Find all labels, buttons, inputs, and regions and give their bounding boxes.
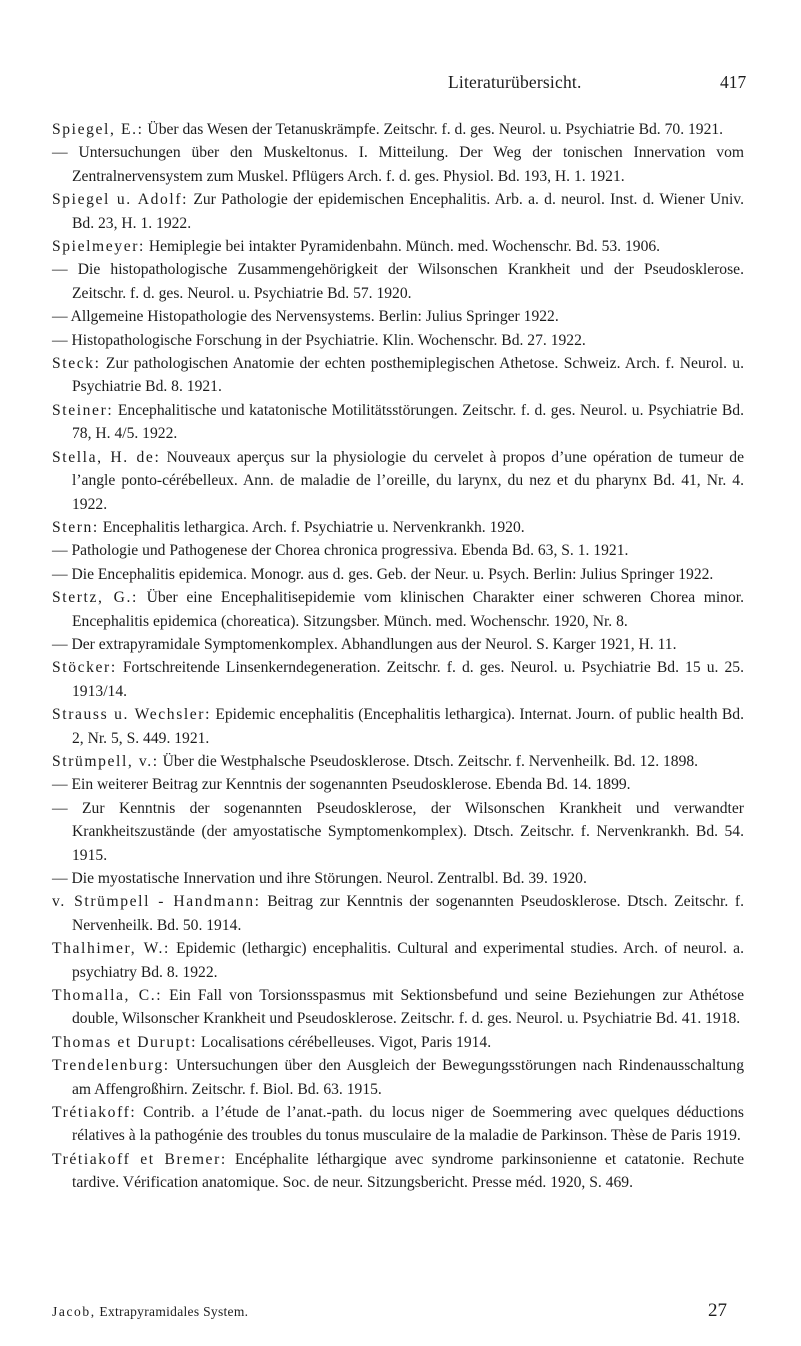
reference-text: — Allgemeine Histopathologie des Nervensystems. Berlin: Julius Springer 1922. bbox=[52, 308, 559, 326]
reference-entry bbox=[52, 516, 744, 539]
page-header bbox=[0, 72, 801, 98]
reference-author: Trétiakoff: bbox=[52, 1104, 137, 1122]
reference-author: Trendelenburg: bbox=[52, 1057, 170, 1075]
reference-text: Encephalitis lethargica. Arch. f. Psychiatrie u. Nervenkrankh. 1920. bbox=[98, 518, 525, 536]
reference-list bbox=[52, 118, 744, 1195]
page-footer bbox=[52, 1298, 748, 1328]
reference-entry bbox=[52, 1054, 744, 1101]
reference-entry bbox=[52, 750, 744, 773]
reference-text: Fortschreitende Linsenkerndegeneration. Zeitschr. f. d. ges. Neurol. u. Psychiatrie Bd. 15 u. 25. 1913/14. bbox=[72, 659, 744, 700]
reference-text: Beitrag zur Kenntnis der sogenannten Pseudosklerose. Dtsch. Zeitschr. f. Nervenheilk. Bd. 50. 1914. bbox=[72, 893, 745, 934]
running-title: Literaturübersicht. bbox=[448, 72, 582, 92]
reference-text: Localisations cérébelleuses. Vigot, Paris 1914. bbox=[197, 1033, 492, 1051]
reference-text: Ein Fall von Torsionsspasmus mit Sektionsbefund und seine Beziehungen zur Athétose double, Wilsonscher Krankheit und Pseudosklerose. Zeitschr. f. d. ges. Neurol. u. Psychiatrie Bd. 41. 1918. bbox=[72, 987, 745, 1028]
reference-author: Strauss u. Wechsler: bbox=[52, 706, 212, 724]
reference-author: Steck: bbox=[52, 355, 101, 373]
reference-text: — Die Encephalitis epidemica. Monogr. aus d. ges. Geb. der Neur. u. Psych. Berlin: Julius Springer 1922. bbox=[52, 565, 714, 583]
reference-text: — Die myostatische Innervation und ihre Störungen. Neurol. Zentralbl. Bd. 39. 1920. bbox=[52, 870, 587, 887]
reference-entry bbox=[52, 890, 744, 937]
reference-author: Stöcker: bbox=[52, 659, 117, 677]
reference-author: Spiegel, E.: bbox=[52, 121, 144, 138]
reference-entry bbox=[52, 633, 744, 656]
reference-author: Steiner: bbox=[52, 401, 114, 419]
reference-text: Zur Pathologie der epidemischen Encephalitis. Arb. a. d. neurol. Inst. d. Wiener Univ. Bd. 23, H. 1. 1922. bbox=[72, 191, 744, 232]
reference-entry bbox=[52, 141, 744, 188]
reference-text: Zur pathologischen Anatomie der echten posthemiplegischen Athetose. Schweiz. Arch. f. Neurol. u. Psychiatrie Bd. 8. 1921. bbox=[72, 355, 744, 396]
reference-entry bbox=[52, 446, 744, 516]
reference-entry bbox=[52, 188, 744, 235]
reference-text: Über das Wesen der Tetanuskrämpfe. Zeitschr. f. d. ges. Neurol. u. Psychiatrie Bd. 70. 1921. bbox=[143, 121, 724, 138]
reference-text: Encephalitische und katatonische Motilitätsstörungen. Zeitschr. f. d. ges. Neurol. u. Psychiatrie Bd. 78, H. 4/5. 1922. bbox=[72, 401, 744, 443]
reference-entry bbox=[52, 773, 744, 796]
reference-author: Strümpell, v.: bbox=[52, 752, 159, 770]
reference-text: Epidemic (lethargic) encephalitis. Cultural and experimental studies. Arch. of neurol. a. psychiatry Bd. 8. 1922. bbox=[72, 940, 744, 981]
reference-text: Nouveaux aperçus sur la physiologie du cervelet à propos d’une opération de tumeur de l’angle ponto-cérébelleux. Ann. de maladie de l’oreille, du larynx, du nez et du pharynx Bd. 41, Nr. 4. 1922. bbox=[72, 448, 744, 513]
reference-entry bbox=[52, 937, 744, 984]
reference-author: Stella, H. de: bbox=[52, 448, 161, 466]
reference-text: Encéphalite léthargique avec syndrome parkinsonienne et catatonie. Rechute tardive. Vérification anatomique. Soc. de neur. Sitzungsbericht. Presse méd. 1920, S. 469. bbox=[72, 1150, 744, 1192]
reference-text: Untersuchungen über den Ausgleich der Bewegungsstörungen nach Rindenausschaltung am Affengroßhirn. Zeitschr. f. Biol. Bd. 63. 1915. bbox=[72, 1057, 744, 1098]
page-number: 417 bbox=[720, 72, 747, 92]
reference-entry bbox=[52, 1148, 744, 1195]
sheet-signature: 27 bbox=[708, 1300, 727, 1321]
book-title bbox=[52, 1304, 248, 1320]
reference-text: Contrib. a l’étude de l’anat.-path. du locus niger de Soemmering avec quelques déductions rélatives à la pathogénie des troubles du tonus musculaire de la maladie de Parkinson. Thèse de Paris 1919. bbox=[72, 1104, 744, 1145]
reference-entry bbox=[52, 305, 744, 328]
reference-text: — Ein weiterer Beitrag zur Kenntnis der sogenannten Pseudosklerose. Ebenda Bd. 14. 1899. bbox=[52, 776, 631, 794]
reference-entry bbox=[52, 984, 744, 1031]
reference-author: Trétiakoff et Bremer: bbox=[52, 1150, 227, 1168]
reference-author: Stertz, G.: bbox=[52, 589, 138, 607]
reference-text: — Der extrapyramidale Symptomenkomplex. Abhandlungen aus der Neurol. S. Karger 1921, H. 11. bbox=[52, 635, 677, 653]
reference-entry bbox=[52, 703, 744, 750]
reference-text: Epidemic encephalitis (Encephalitis lethargica). Internat. Journ. of public health Bd. 2, Nr. 5, S. 449. 1921. bbox=[72, 706, 744, 747]
reference-entry bbox=[52, 586, 744, 633]
reference-entry bbox=[52, 563, 744, 586]
reference-text: — Histopathologische Forschung in der Psychiatrie. Klin. Wochenschr. Bd. 27. 1922. bbox=[52, 331, 586, 349]
reference-entry bbox=[52, 797, 744, 867]
reference-entry bbox=[52, 867, 744, 890]
reference-text: Über die Westphalsche Pseudosklerose. Dtsch. Zeitschr. f. Nervenheilk. Bd. 12. 1898. bbox=[158, 752, 699, 770]
reference-author: Thomas et Durupt: bbox=[52, 1033, 197, 1051]
reference-entry bbox=[52, 352, 744, 399]
reference-text: — Die histopathologische Zusammengehörigkeit der Wilsonschen Krankheit und der Pseudosklerose. Zeitschr. f. d. ges. Neurol. u. Psychiatrie Bd. 57. 1920. bbox=[52, 261, 744, 302]
reference-text: — Zur Kenntnis der sogenannten Pseudosklerose, der Wilsonschen Krankheit und verwandter Krankheitszustände (der amyostatische Symptomenkomplex). Dtsch. Zeitschr. f. Nervenkrankh. Bd. 54. 1915. bbox=[52, 799, 744, 864]
reference-entry bbox=[52, 258, 744, 305]
reference-author: v. Strümpell - Handmann: bbox=[52, 893, 261, 911]
reference-author: Thalhimer, W.: bbox=[52, 940, 170, 958]
reference-author: Spielmeyer: bbox=[52, 238, 145, 256]
reference-author: Thomalla, C.: bbox=[52, 987, 163, 1005]
reference-entry bbox=[52, 1101, 744, 1148]
reference-entry bbox=[52, 656, 744, 703]
reference-text: — Untersuchungen über den Muskeltonus. I. Mitteilung. Der Weg der tonischen Innervation vom Zentralnervensystem zum Muskel. Pflügers Arch. f. d. ges. Physiol. Bd. 193, H. 1. 1921. bbox=[52, 144, 744, 185]
book-title-rest: Extrapyramidales System. bbox=[95, 1304, 249, 1319]
reference-entry bbox=[52, 1031, 744, 1054]
reference-author: Stern: bbox=[52, 518, 99, 536]
reference-entry bbox=[52, 539, 744, 562]
reference-text: — Pathologie und Pathogenese der Chorea chronica progressiva. Ebenda Bd. 63, S. 1. 1921. bbox=[52, 542, 629, 560]
reference-text: Über eine Encephalitisepidemie vom klinischen Charakter einer schweren Chorea minor. Encephalitis epidemica (choreatica). Sitzungsber. Münch. med. Wochenschr. 1920, Nr. 8. bbox=[72, 589, 745, 630]
reference-entry bbox=[52, 329, 744, 352]
reference-entry bbox=[52, 399, 744, 446]
reference-entry bbox=[52, 118, 744, 141]
reference-entry bbox=[52, 235, 744, 258]
reference-text: Hemiplegie bei intakter Pyramidenbahn. Münch. med. Wochenschr. Bd. 53. 1906. bbox=[144, 238, 661, 256]
book-author: Jacob, bbox=[52, 1304, 96, 1319]
reference-author: Spiegel u. Adolf: bbox=[52, 191, 189, 209]
